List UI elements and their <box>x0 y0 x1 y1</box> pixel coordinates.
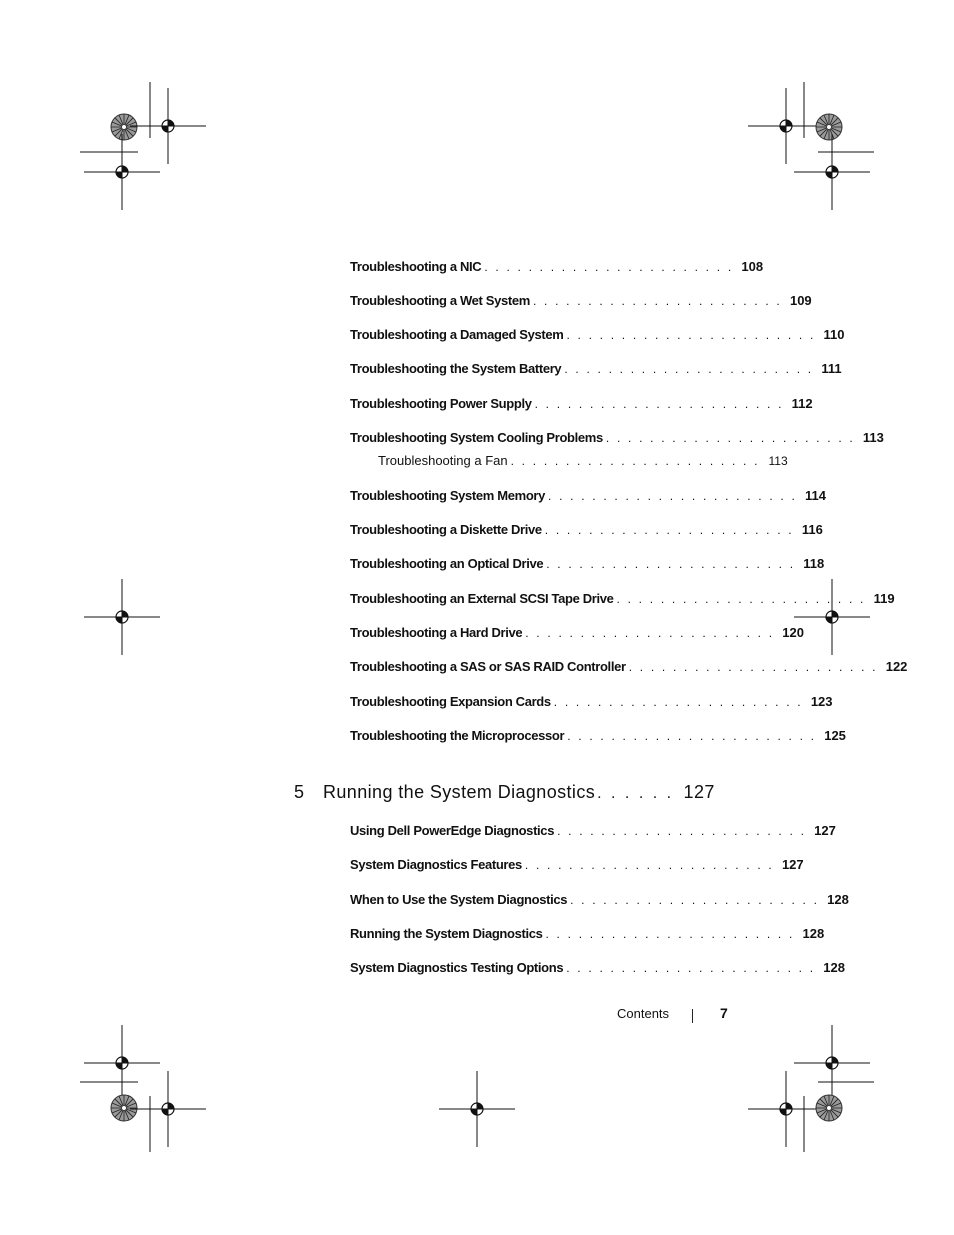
registration-crosshair-icon <box>84 579 160 655</box>
toc-entry[interactable] <box>350 728 846 748</box>
toc-entry[interactable] <box>350 591 895 611</box>
toc-subentry[interactable] <box>378 453 788 473</box>
toc-entry-title: Troubleshooting an Optical Drive <box>350 556 544 571</box>
toc-entry[interactable] <box>350 926 825 946</box>
toc-entry-page: 116 <box>801 522 823 537</box>
dot-leader: . . . . . . . . . . . . . . . . . . . . . . . <box>525 626 775 640</box>
toc-entry[interactable] <box>350 857 804 877</box>
registration-crosshair-icon <box>748 1071 824 1147</box>
dot-leader: . . . . . . . . . . . . . . . . . . . . . . . <box>524 858 774 872</box>
toc-entry[interactable] <box>350 625 804 645</box>
registration-crosshair-icon <box>84 134 160 210</box>
footer-divider <box>692 1009 693 1023</box>
dot-leader: . . . . . . . . . . . . . . . . . . . . . . . <box>566 961 816 975</box>
page-footer <box>600 1006 740 1028</box>
chapter-heading[interactable] <box>294 782 715 810</box>
toc-entry-title: Using Dell PowerEdge Diagnostics <box>350 823 555 838</box>
dot-leader: . . . . . . . . . . . . . . . . . . . . . . . <box>534 397 784 411</box>
dot-leader: . . . . . . . . . . . . . . . . . . . . . . . <box>544 523 794 537</box>
toc-entry-title: Troubleshooting Power Supply <box>350 396 532 411</box>
toc-entry-page: 109 <box>789 293 812 308</box>
dot-leader: . . . . . . . . . . . . . . . . . . . . . . . <box>628 660 878 674</box>
toc-entry[interactable] <box>350 522 823 542</box>
toc-entry-title: Troubleshooting System Cooling Problems <box>350 430 603 445</box>
dot-leader: . . . . . . . . . . . . . . . . . . . . . . . <box>484 260 734 274</box>
registration-crosshair-icon <box>84 1025 160 1101</box>
chapter-page: 127 <box>683 782 715 802</box>
toc-entry[interactable] <box>350 556 825 576</box>
toc-entry-title: Troubleshooting a Diskette Drive <box>350 522 542 537</box>
toc-entry[interactable] <box>350 361 842 381</box>
toc-entry-title: System Diagnostics Features <box>350 857 522 872</box>
dot-leader: . . . . . . . . . . . . . . . . . . . . . . . <box>510 454 760 468</box>
toc-entry-page: 119 <box>873 591 895 606</box>
toc-entry-page: 128 <box>802 926 825 941</box>
chapter-number: 5 <box>294 782 305 802</box>
toc-entry-title: When to Use the System Diagnostics <box>350 892 568 907</box>
toc-entry-page: 125 <box>824 728 846 743</box>
footer-section-label: Contents <box>617 1006 670 1021</box>
starburst-target-icon <box>111 1095 137 1121</box>
toc-entry[interactable] <box>350 327 845 347</box>
page-number: 7 <box>720 1005 728 1021</box>
toc-entry-title: Troubleshooting an External SCSI Tape Drive <box>350 591 614 606</box>
toc-entry-page: 113 <box>768 454 788 468</box>
toc-entry-title: Troubleshooting a Damaged System <box>350 327 564 342</box>
toc-entry-page: 122 <box>885 659 908 674</box>
dot-leader: . . . . . . . . . . . . . . . . . . . . . . . <box>546 557 796 571</box>
toc-entry-title: Troubleshooting the Microprocessor <box>350 728 565 743</box>
registration-crosshair-icon <box>794 1025 870 1101</box>
toc-entry-title: Troubleshooting a Fan <box>378 453 508 468</box>
starburst-target-icon <box>111 114 137 140</box>
toc-entry-page: 120 <box>782 625 804 640</box>
registration-crosshair-icon <box>794 134 870 210</box>
toc-entry[interactable] <box>350 430 884 450</box>
toc-entry-title: Troubleshooting a Wet System <box>350 293 530 308</box>
toc-entry-title: System Diagnostics Testing Options <box>350 960 564 975</box>
toc-entry-title: Troubleshooting Expansion Cards <box>350 694 551 709</box>
toc-entry-title: Troubleshooting the System Battery <box>350 361 562 376</box>
starburst-target-icon <box>816 1095 842 1121</box>
toc-entry[interactable] <box>350 293 812 313</box>
toc-entry-page: 127 <box>814 823 836 838</box>
toc-entry-title: Troubleshooting a NIC <box>350 259 482 274</box>
registration-crosshair-icon <box>748 88 824 164</box>
toc-entry-page: 108 <box>741 259 764 274</box>
toc-entry[interactable] <box>350 259 764 279</box>
dot-leader: . . . . . . . . . . . . . . . . . . . . . . . <box>616 592 866 606</box>
toc-entry-title: Troubleshooting a SAS or SAS RAID Controller <box>350 659 626 674</box>
toc-entry-page: 118 <box>803 556 825 571</box>
registration-crosshair-icon <box>130 88 206 164</box>
dot-leader: . . . . . . . . . . . . . . . . . . . . . . . <box>567 729 817 743</box>
registration-crosshair-icon <box>130 1071 206 1147</box>
toc-entry-title: Running the System Diagnostics <box>350 926 543 941</box>
toc-entry[interactable] <box>350 960 845 980</box>
dot-leader: . . . . . . . . . . . . . . . . . . . . . . . <box>564 362 814 376</box>
dot-leader: . . . . . . . . . . . . . . . . . . . . . . . <box>605 431 855 445</box>
toc-entry-page: 111 <box>821 361 842 376</box>
registration-crosshair-icon <box>439 1071 515 1147</box>
registration-crosshair-icon <box>794 579 870 655</box>
toc-entry-page: 123 <box>810 694 833 709</box>
toc-entry-page: 128 <box>823 960 845 975</box>
dot-leader: . . . . . . . . . . . . . . . . . . . . . . . <box>570 893 820 907</box>
toc-entry[interactable] <box>350 823 836 843</box>
toc-entry-page: 114 <box>805 488 827 503</box>
dot-leader: . . . . . . . . . . . . . . . . . . . . . . . <box>553 695 803 709</box>
toc-entry-page: 127 <box>781 857 804 872</box>
dot-leader: . . . . . . . . . . . . . . . . . . . . . . . <box>532 294 782 308</box>
toc-entry[interactable] <box>350 694 833 714</box>
dot-leader: . . . . . . <box>597 785 674 802</box>
toc-entry-page: 112 <box>791 396 813 411</box>
toc-entry-title: Troubleshooting a Hard Drive <box>350 625 523 640</box>
dot-leader: . . . . . . . . . . . . . . . . . . . . . . . <box>557 824 807 838</box>
toc-entry[interactable] <box>350 659 908 679</box>
toc-entry[interactable] <box>350 488 827 508</box>
toc-entry-page: 110 <box>823 327 845 342</box>
chapter-title: Running the System Diagnostics <box>323 782 596 802</box>
dot-leader: . . . . . . . . . . . . . . . . . . . . . . . <box>545 927 795 941</box>
starburst-target-icon <box>816 114 842 140</box>
dot-leader: . . . . . . . . . . . . . . . . . . . . . . . <box>566 328 816 342</box>
toc-entry-title: Troubleshooting System Memory <box>350 488 545 503</box>
toc-entry-page: 113 <box>862 430 884 445</box>
dot-leader: . . . . . . . . . . . . . . . . . . . . . . . <box>548 489 798 503</box>
toc-entry[interactable] <box>350 892 849 912</box>
toc-entry-page: 128 <box>827 892 849 907</box>
toc-entry[interactable] <box>350 396 813 416</box>
